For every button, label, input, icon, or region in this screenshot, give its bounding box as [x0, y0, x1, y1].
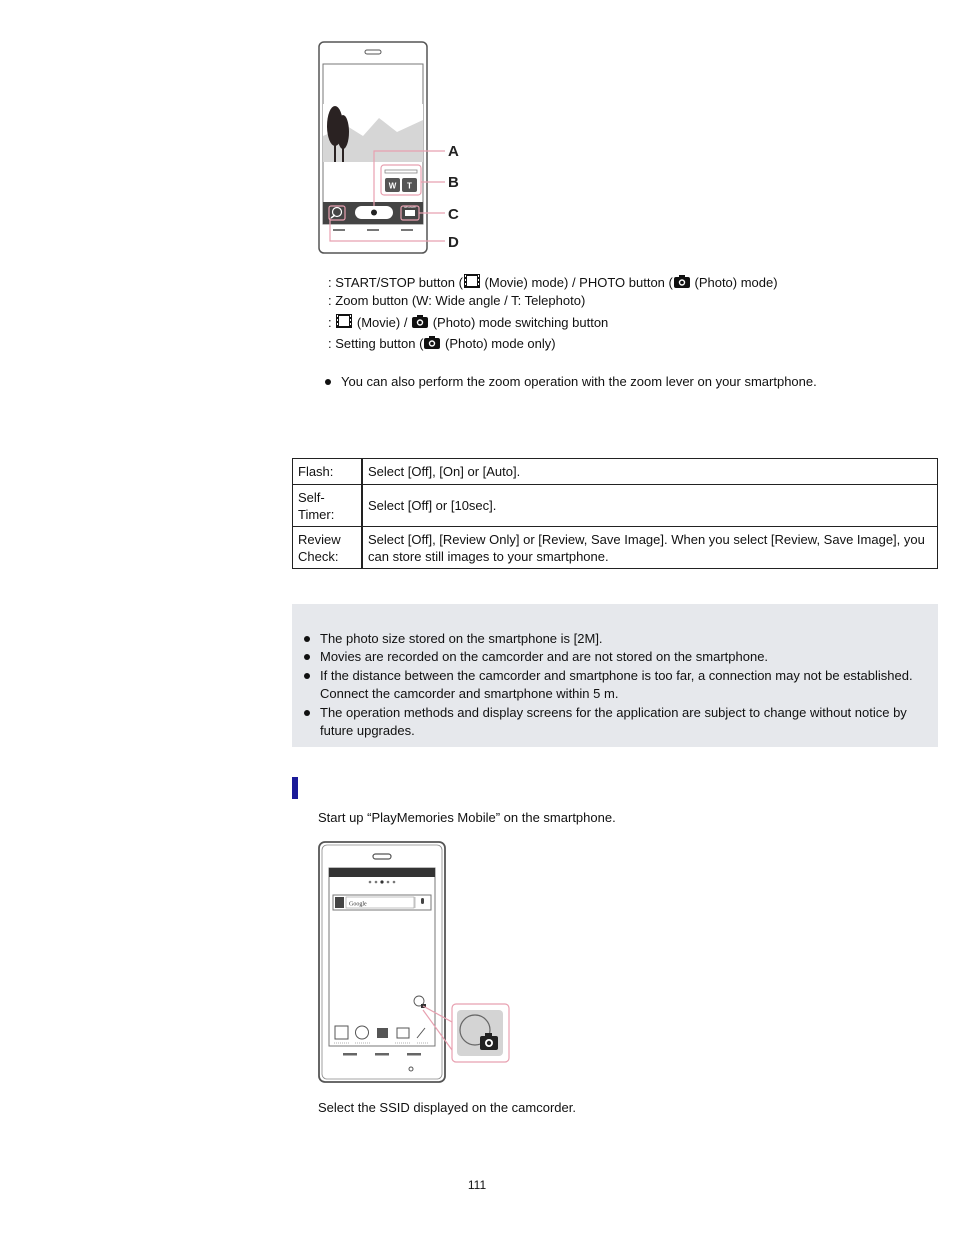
camera-icon: [411, 314, 429, 329]
callout-a: A: [448, 143, 459, 160]
legend-zoom: : Zoom button (W: Wide angle / T: Telephoto): [328, 293, 586, 308]
section-marker: [292, 777, 298, 799]
camera-icon: [423, 335, 441, 350]
home-screen-phone-illustration: [317, 840, 513, 1086]
table-row: [293, 527, 938, 569]
settings-table: [292, 458, 938, 569]
mode-label: MODE: [404, 204, 416, 209]
setting-value: Select [Off], [On] or [Auto].: [362, 459, 938, 485]
bullet-icon: [304, 710, 310, 716]
setting-value: Select [Off] or [10sec].: [362, 485, 938, 527]
movie-icon: [463, 273, 481, 289]
setting-label: Review Check:: [293, 527, 363, 569]
zoom-t-label: T: [407, 181, 412, 191]
bullet-icon: [304, 673, 310, 679]
table-row: [293, 459, 938, 485]
legend-mode-switch: : (Movie) / (Photo) mode switching button: [328, 315, 609, 330]
list-item: The photo size stored on the smartphone is [2M].: [304, 630, 934, 648]
notes-box: [292, 604, 938, 747]
bullet-icon: [325, 379, 331, 385]
step-1-text: Start up “PlayMemories Mobile” on the smartphone.: [318, 810, 616, 825]
callout-c: C: [448, 206, 459, 223]
setting-label: Self- Timer:: [293, 485, 363, 527]
zoom-note: You can also perform the zoom operation with the zoom lever on your smartphone.: [325, 373, 817, 391]
legend-start-stop: : START/STOP button ( (Movie) mode) / PHOTO button ( (Photo) mode): [328, 275, 778, 290]
step-2-text: Select the SSID displayed on the camcorder.: [318, 1100, 576, 1115]
setting-label: Flash:: [293, 459, 363, 485]
table-row: [293, 485, 938, 527]
callout-b: B: [448, 174, 459, 191]
bullet-icon: [304, 636, 310, 642]
movie-icon: [335, 313, 353, 329]
camera-icon: [673, 274, 691, 289]
setting-value: Select [Off], [Review Only] or [Review, Save Image]. When you select [Review, Save Image], you can store still images to your smartphone.: [362, 527, 938, 569]
zoom-w-label: W: [388, 181, 397, 191]
legend-setting: : Setting button ( (Photo) mode only): [328, 336, 556, 351]
remote-shooting-phone-illustration: [317, 40, 467, 256]
search-label: Google: [349, 901, 367, 908]
list-item: If the distance between the camcorder and smartphone is too far, a connection may not be established. Connect the camcorder and smartphone within 5 m.: [304, 667, 934, 703]
bullet-icon: [304, 654, 310, 660]
list-item: Movies are recorded on the camcorder and are not stored on the smartphone.: [304, 648, 934, 666]
callout-d: D: [448, 234, 459, 251]
list-item: The operation methods and display screens for the application are subject to change without notice by future upgrades.: [304, 704, 934, 740]
page-number: 111: [467, 1178, 487, 1192]
